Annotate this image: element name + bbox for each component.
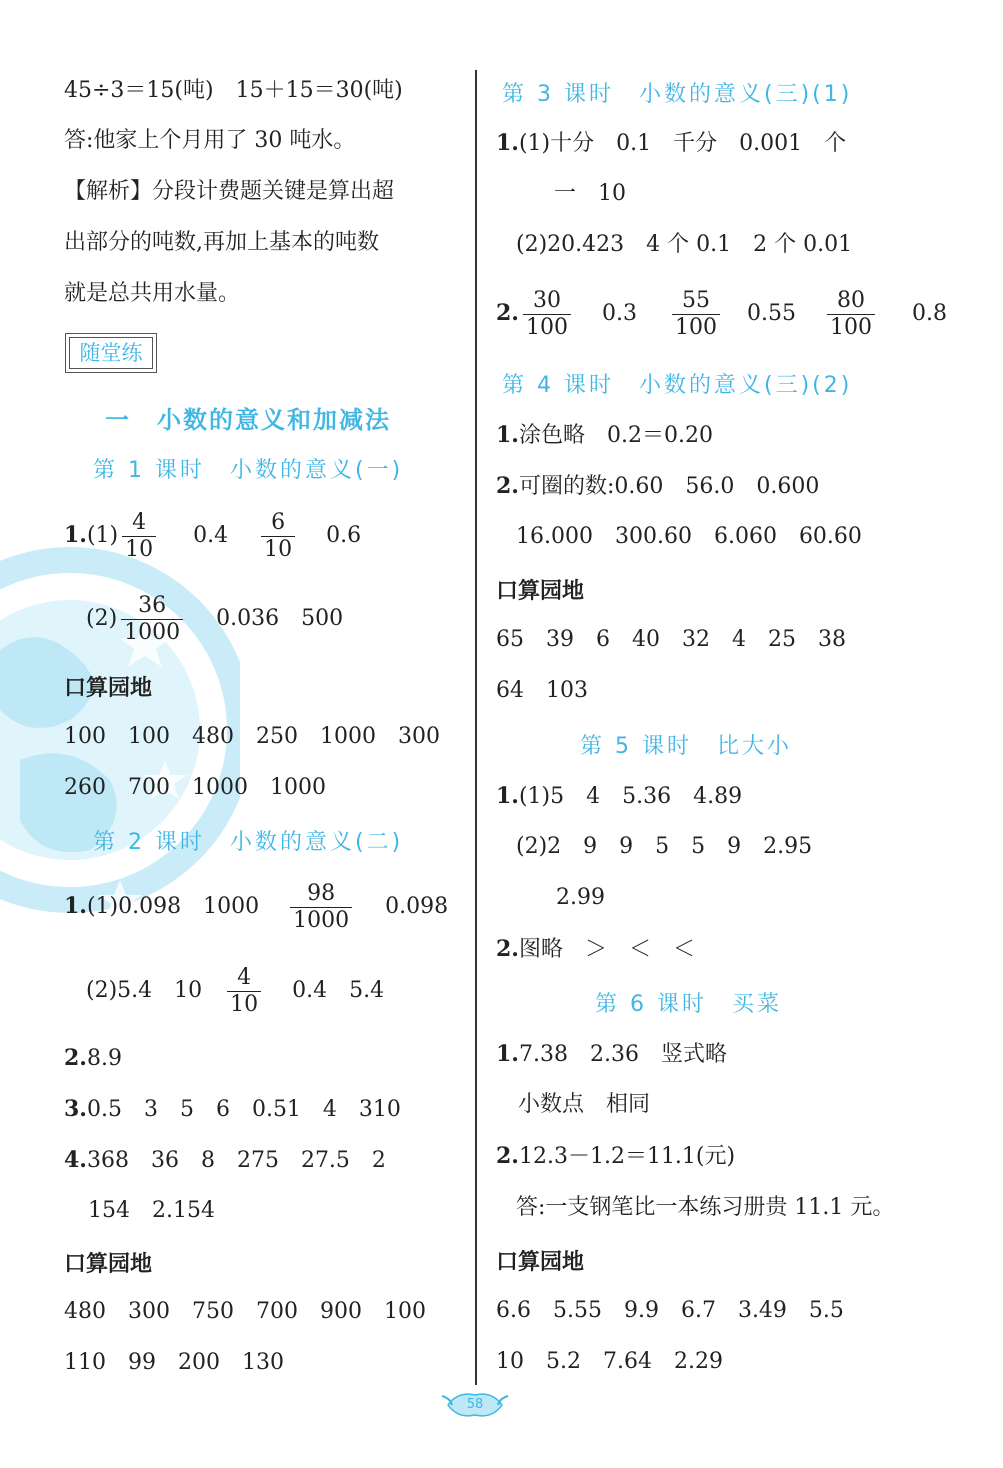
answer-value: 0.8 <box>911 301 947 326</box>
question-1 <box>64 876 448 937</box>
fraction <box>122 510 156 563</box>
answer-value: (2)5.4 10 <box>86 978 203 1003</box>
answer-value: 8.9 <box>86 1046 122 1071</box>
question-number: 2. <box>64 1045 87 1071</box>
lesson-heading: 第 5 课时 比大小 <box>580 734 792 759</box>
question-1-cont: 一 10 <box>554 181 626 206</box>
text-line: 45÷3＝15(吨) 15＋15＝30(吨) <box>64 78 403 103</box>
question-number: 1. <box>496 130 519 156</box>
oral-row: 100 100 480 250 1000 300 <box>64 724 440 749</box>
fraction <box>827 288 875 341</box>
numerator: 6 <box>261 510 295 537</box>
numerator: 36 <box>121 593 183 620</box>
fraction <box>121 593 183 646</box>
question-2-cont: 16.000 300.60 6.060 60.60 <box>516 524 862 549</box>
question-number: 1. <box>64 893 87 919</box>
answer-statement: 答:一支钢笔比一本练习册贵 11.1 元。 <box>516 1195 895 1220</box>
question-2 <box>496 471 819 502</box>
question-number: 2. <box>496 473 519 499</box>
question-2 <box>496 283 947 344</box>
oral-row: 110 99 200 130 <box>64 1350 284 1375</box>
numerator: 55 <box>672 288 720 315</box>
question-number: 4. <box>64 1147 87 1173</box>
lesson-heading: 第 2 课时 小数的意义(二) <box>93 830 404 855</box>
lesson-heading: 第 4 课时 小数的意义(三)(2) <box>502 373 853 398</box>
oral-row: 64 103 <box>496 678 588 703</box>
analysis-line: 【解析】分段计费题关键是算出超 <box>64 179 395 204</box>
oral-row: 65 39 6 40 32 4 25 38 <box>496 627 846 652</box>
answer-value: 图略 ＞ ＜ ＜ <box>518 937 695 962</box>
oral-section-title: 口算园地 <box>496 579 585 604</box>
question-4 <box>64 1145 386 1176</box>
question-2 <box>496 934 695 965</box>
answer-value: 368 36 8 275 27.5 2 <box>86 1148 386 1173</box>
answer-value: 0.098 <box>385 894 449 919</box>
question-4-cont: 154 2.154 <box>88 1198 215 1223</box>
answer-value: 0.3 <box>601 301 637 326</box>
numerator: 4 <box>122 510 156 537</box>
question-number: 1. <box>496 783 519 809</box>
numerator: 4 <box>227 965 261 992</box>
answer-value: 0.55 <box>746 301 796 326</box>
lesson-heading: 第 3 课时 小数的意义(三)(1) <box>502 82 853 107</box>
oral-section-title: 口算园地 <box>64 676 153 701</box>
text-line: 答:他家上个月用了 30 吨水。 <box>64 128 356 153</box>
fraction <box>672 288 720 341</box>
denominator: 1000 <box>124 619 181 645</box>
analysis-line: 出部分的吨数,再加上基本的吨数 <box>64 230 379 255</box>
answer-value: (1)十分 0.1 千分 0.001 个 <box>518 131 847 156</box>
question-number: 2. <box>496 300 519 326</box>
sub-label: (2) <box>86 606 118 631</box>
numerator: 80 <box>827 288 875 315</box>
denominator: 100 <box>674 314 717 340</box>
answer-value: (1)0.098 1000 <box>86 894 260 919</box>
chapter-title: 一 小数的意义和加减法 <box>105 406 391 434</box>
denominator: 100 <box>525 314 568 340</box>
answer-value: 0.5 3 5 6 0.51 4 310 <box>86 1097 401 1122</box>
fraction <box>523 288 571 341</box>
oral-row: 10 5.2 7.64 2.29 <box>496 1349 723 1374</box>
question-1-part-2: (2)2 9 9 5 5 9 2.95 <box>516 834 813 859</box>
answer-value: 涂色略 0.2＝0.20 <box>518 423 713 448</box>
column-divider <box>475 70 477 1385</box>
question-1-part-2 <box>86 961 384 1021</box>
numerator: 98 <box>290 881 352 908</box>
lesson-heading: 第 1 课时 小数的意义(一) <box>93 458 404 483</box>
denominator: 1000 <box>293 907 350 933</box>
practice-box-label: 随堂练 <box>69 337 153 369</box>
answer-value: 0.4 <box>193 523 229 548</box>
answer-value: 可圈的数:0.60 56.0 0.600 <box>518 474 820 499</box>
question-number: 2. <box>496 1143 519 1169</box>
question-1 <box>496 781 742 812</box>
question-2 <box>496 1141 735 1172</box>
question-number: 2. <box>496 936 519 962</box>
answer-value: (1)5 4 5.36 4.89 <box>518 784 743 809</box>
answer-value: 0.6 <box>326 523 362 548</box>
denominator: 100 <box>829 314 872 340</box>
denominator: 10 <box>264 536 293 562</box>
question-1-part-2 <box>86 589 343 649</box>
practice-box <box>65 333 157 373</box>
answer-value: 12.3－1.2＝11.1(元) <box>518 1144 736 1169</box>
answer-value: 0.036 500 <box>216 606 344 631</box>
denominator: 10 <box>125 536 154 562</box>
question-1 <box>496 420 713 451</box>
fraction <box>290 881 352 934</box>
numerator: 30 <box>523 288 571 315</box>
question-number: 1. <box>64 522 87 548</box>
page-number: 58 <box>466 1397 484 1412</box>
question-1-cont: 2.99 <box>556 885 605 910</box>
question-1-part-2: (2)20.423 4 个 0.1 2 个 0.01 <box>516 232 853 257</box>
sub-label: (1) <box>86 523 119 548</box>
oral-section-title: 口算园地 <box>64 1252 153 1277</box>
analysis-line: 就是总共用水量。 <box>64 281 241 306</box>
question-number: 1. <box>496 1041 519 1067</box>
question-2 <box>64 1043 122 1074</box>
question-1 <box>496 1039 727 1070</box>
fraction <box>261 510 295 563</box>
oral-row: 260 700 1000 1000 <box>64 775 326 800</box>
oral-section-title: 口算园地 <box>496 1250 585 1275</box>
denominator: 10 <box>230 991 259 1017</box>
answer-value: 0.4 5.4 <box>292 978 385 1003</box>
answer-value: 7.38 2.36 竖式略 <box>518 1042 727 1067</box>
oral-row: 480 300 750 700 900 100 <box>64 1299 426 1324</box>
question-1-cont: 小数点 相同 <box>518 1092 651 1117</box>
question-1 <box>64 505 361 566</box>
question-3 <box>64 1094 401 1125</box>
question-1 <box>496 128 846 159</box>
question-number: 1. <box>496 422 519 448</box>
oral-row: 6.6 5.55 9.9 6.7 3.49 5.5 <box>496 1298 844 1323</box>
question-number: 3. <box>64 1096 87 1122</box>
lesson-heading: 第 6 课时 买菜 <box>595 992 782 1017</box>
fraction <box>227 965 261 1018</box>
